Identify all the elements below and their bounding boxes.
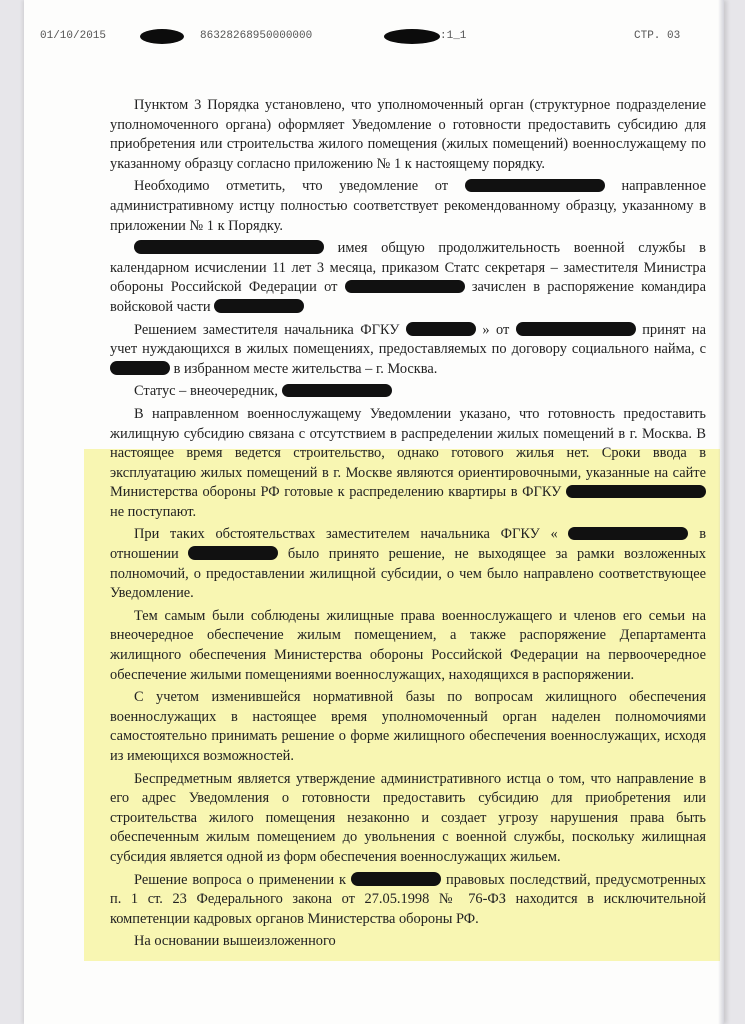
redaction-mark xyxy=(465,179,605,193)
paragraph: Беспредметным является утверждение административного истца о том, что направление в его адрес Уведомления о готовности предоставить субсидию для приобретения или строительства жилого помещения незаконно и создает угрозу нарушения права быть обеспеченным жилым помещением до увольнения с военной службы, поскольку жилищная субсидия является одной из форм обеспечения военнослужащих жильем. xyxy=(110,770,706,865)
redaction-mark xyxy=(351,872,441,886)
fax-header xyxy=(40,30,684,44)
fax-date: 01/10/2015 xyxy=(40,30,107,42)
document-page xyxy=(24,0,724,1024)
paragraph: В направленном военнослужащему Уведомлении указано, что готовность предоставить жилищную субсидию связана с отсутствием в распределении жилых помещений в г. Москва. В настоящее время ведется строительство, однако готового жилья нет. Сроки ввода в эксплуатацию жилых помещений в г. Москве являются ориентировочными, указанные на сайте Министерства обороны РФ готовые к распределению квартиры в ФГКУ не поступают. xyxy=(110,405,706,520)
paragraph-closing: На основании вышеизложенного xyxy=(134,933,336,950)
redaction-mark xyxy=(345,280,465,294)
document-body xyxy=(110,96,706,955)
paragraph: Пунктом 3 Порядка установлено, что уполномоченный орган (структурное подразделение уполномоченного органа) оформляет Уведомление о готовности предоставить субсидию для приобретения или строительства жилого помещения (жилых помещений) военнослужащему по указанному образцу согласно приложению № 1 к настоящему порядку. xyxy=(110,97,706,172)
fax-page-label: СТР. 03 xyxy=(634,30,681,42)
redaction-mark xyxy=(188,546,278,560)
redaction-mark xyxy=(384,29,440,44)
paragraph: Статус – внеочередник, xyxy=(110,382,706,402)
redaction-mark xyxy=(568,527,688,541)
paragraph: Необходимо отметить, что уведомление от направленное административному истцу полностью соответствует рекомендованному образцу, указанному в приложении № 1 к Порядку. xyxy=(110,178,706,234)
paragraph: При таких обстоятельствах заместителем начальника ФГКУ « в отношении было принято решение, не выходящее за рамки возложенных полномочий, о предоставлении жилищной субсидии, о чем было направлено соответствующее Уведомление. xyxy=(110,526,706,602)
paragraph: С учетом изменившейся нормативной базы по вопросам жилищного обеспечения военнослужащих в настоящее время уполномоченный орган наделен полномочиями самостоятельно принимать решение о форме жилищного обеспечения военнослужащих, исходя из имеющихся возможностей. xyxy=(110,689,706,764)
fax-id-suffix: :1_1 xyxy=(440,30,467,42)
fax-number: 86328268950000000 xyxy=(200,30,313,42)
redaction-mark xyxy=(282,384,392,398)
paragraph: Решением заместителя начальника ФГКУ » от принят на учет нуждающихся в жилых помещениях, предоставляемых по договору социального найма, с в избранном месте жительства – г. Москва. xyxy=(110,321,706,377)
redaction-mark xyxy=(134,240,324,254)
redaction-mark xyxy=(406,322,476,336)
page-edge-shadow xyxy=(718,0,724,1024)
redaction-mark xyxy=(214,299,304,313)
redaction-mark xyxy=(110,361,170,375)
redaction-mark xyxy=(566,485,706,499)
paragraph: Тем самым были соблюдены жилищные права военнослужащего и членов его семьи на внеочередное обеспечение жилым помещением, а также распоряжение Департамента жилищного обеспечения Министерства обороны Российской Федерации на первоочередное обеспечение жилыми помещениями военнослужащих, находящихся в распоряжении. xyxy=(110,607,706,683)
redaction-mark xyxy=(516,322,636,336)
paragraph: Решение вопроса о применении к правовых последствий, предусмотренных п. 1 ст. 23 Федерального закона от 27.05.1998 № 76-ФЗ находится в исключительной компетенции кадровых органов Министерства обороны РФ. xyxy=(110,871,706,927)
paragraph: имея общую продолжительность военной службы в календарном исчислении 11 лет 3 месяца, приказом Статс секретаря – заместителя Министра обороны Российской Федерации от зачислен в распоряжение командира войсковой части xyxy=(110,240,706,315)
redaction-mark xyxy=(140,29,184,44)
